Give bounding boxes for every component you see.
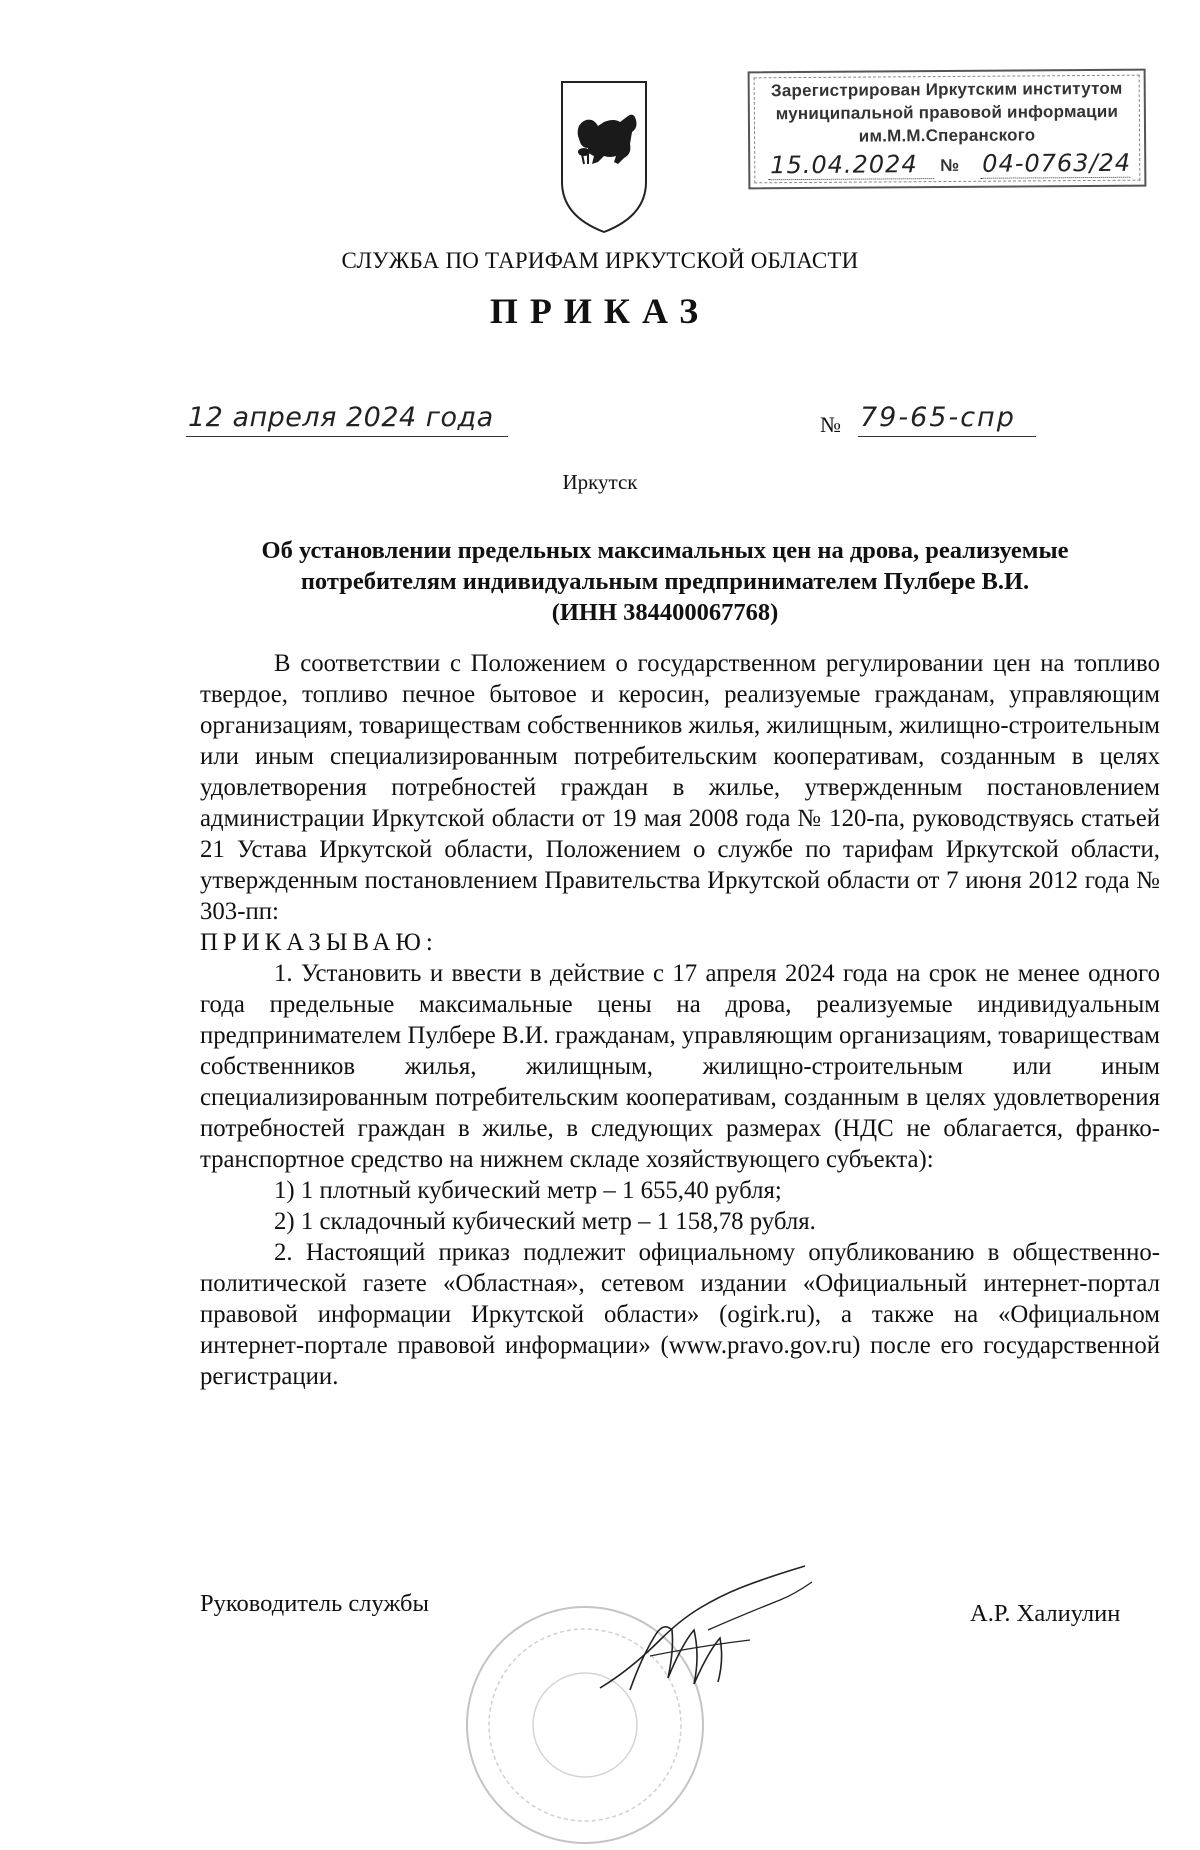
item-1-paragraph: 1. Установить и ввести в действие с 17 апреля 2024 года на срок не менее одного года предельные максимальные цены на дрова, реализуемые индивидуальным предпринимателем Пулбере В.И. гражданам, управляющим организациям, товариществам собственников жилья, жилищным, жилищно-строительным или иным специализированным потребительским кооперативам, созданным в целях удовлетворения потребностей граждан в жилье, в следующих размерах (НДС не облагается, франко-транспортное средство на нижнем складе хозяйствующего субъекта):: [200, 960, 1160, 1173]
order-date-underline: [186, 436, 508, 437]
price-item-2: 2) 1 складочный кубический метр – 1 158,78 рубля.: [274, 1208, 816, 1235]
order-number-underline: [858, 436, 1036, 437]
order-number-label: №: [820, 412, 841, 437]
signatory-name: А.Р. Халиулин: [970, 1600, 1121, 1627]
order-number: 79-65-спр: [860, 402, 1016, 433]
handwritten-signature: [590, 1560, 820, 1700]
title-line-2: потребителям индивидуальным предпринимателем Пулбере В.И.: [300, 568, 1030, 595]
city: Иркутск: [562, 470, 638, 494]
registration-number-label: №: [940, 155, 960, 176]
preamble-paragraph: В соответствии с Положением о государственном регулировании цен на топливо твердое, топливо печное бытовое и керосин, реализуемые гражданам, управляющим организациям, товариществам собственников жилья, жилищным, жилищно-строительным или иным специализированным потребительским кооперативам, созданным в целях удовлетворения потребностей граждан в жилье, утвержденным постановлением администрации Иркутской области от 19 мая 2008 года № 120-па, руководствуясь статьей 21 Устава Иркутской области, Положением о службе по тарифам Иркутской области, утвержденным постановлением Правительства Иркутской области от 7 июня 2012 года № 303-пп:: [200, 650, 1160, 925]
title-line-1: Об установлении предельных максимальных цен на дрова, реализуемые: [261, 537, 1069, 564]
title-line-3: (ИНН 384400067768): [551, 599, 779, 626]
registration-stamp: [748, 69, 1147, 190]
order-word: ПРИКАЗЫВАЮ:: [200, 929, 438, 956]
document-type: ПРИКАЗ: [489, 291, 711, 331]
signatory-position: Руководитель службы: [200, 1590, 429, 1617]
registration-date: 15.04.2024: [770, 150, 918, 180]
coat-of-arms-icon: [558, 78, 650, 236]
document-title: [160, 535, 1170, 628]
item-2-paragraph: 2. Настоящий приказ подлежит официальному опубликованию в общественно-политической газете «Областная», сетевом издании «Официальный интернет-портал правовой информации Иркутской области» (ogirk.ru), а также на «Официальном интернет-портале правовой информации» (www.pravo.gov.ru) после его государственной регистрации.: [200, 1239, 1160, 1390]
registration-stamp-line-2: муниципальной правовой информации: [775, 101, 1119, 124]
order-date: 12 апреля 2024 года: [188, 402, 494, 433]
agency-name: СЛУЖБА ПО ТАРИФАМ ИРКУТСКОЙ ОБЛАСТИ: [341, 248, 859, 273]
registration-number: 04-0763/24: [982, 148, 1132, 178]
registration-stamp-line-1: Зарегистрирован Иркутским институтом: [770, 78, 1123, 101]
registration-stamp-line-3: им.М.М.Сперанского: [858, 125, 1036, 146]
price-item-1: 1) 1 плотный кубический метр – 1 655,40 рубля;: [274, 1177, 782, 1204]
document-body: [200, 648, 1160, 1392]
